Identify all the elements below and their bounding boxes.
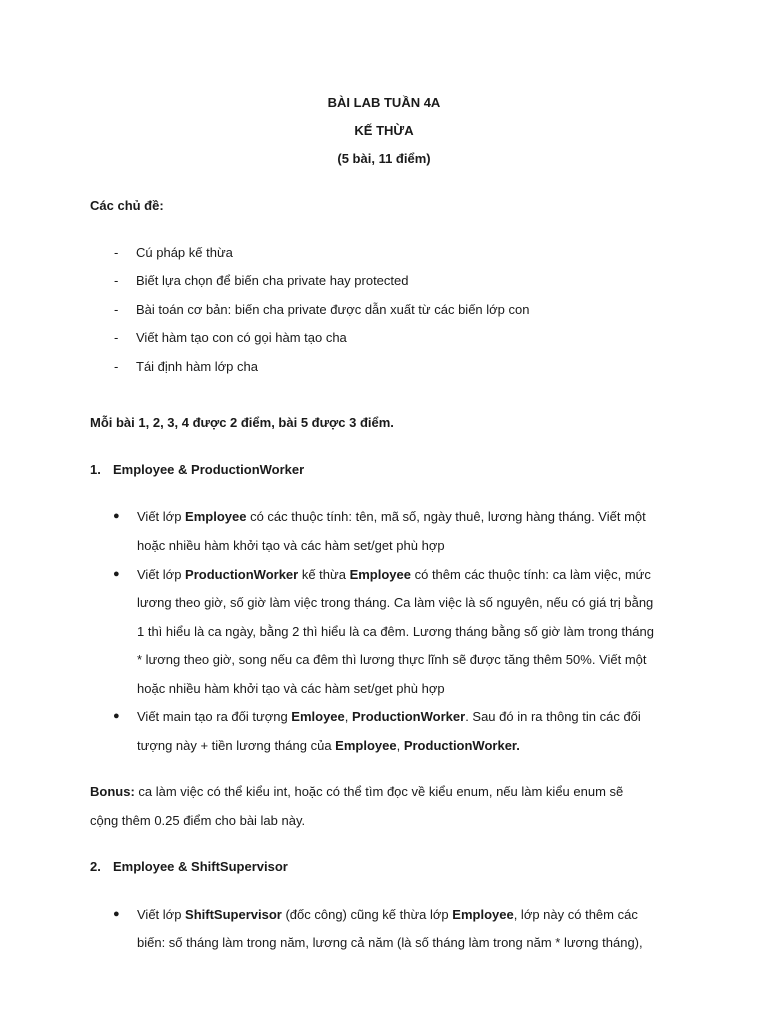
scoring-note: Mỗi bài 1, 2, 3, 4 được 2 điểm, bài 5 được 3 điểm. bbox=[90, 415, 394, 430]
bullet-icon: ● bbox=[113, 710, 120, 722]
section2-number: 2. bbox=[90, 859, 101, 874]
topic-text: Viết hàm tạo con có gọi hàm tạo cha bbox=[136, 330, 347, 345]
bullet-icon: ● bbox=[113, 568, 120, 580]
section1-bullet-2-cont: 1 thì hiểu là ca ngày, bằng 2 thì hiểu là ca đêm. Lương tháng bằng số giờ làm trong tháng bbox=[137, 624, 654, 639]
section1-bullet-2-cont: hoặc nhiều hàm khởi tạo và các hàm set/get phù hợp bbox=[137, 681, 445, 696]
bonus-paragraph-cont: cộng thêm 0.25 điểm cho bài lab này. bbox=[90, 813, 306, 828]
document-score: (5 bài, 11 điểm) bbox=[337, 151, 431, 166]
section2-bullet-1-cont: biến: số tháng làm trong năm, lương cả năm (là số tháng làm trong năm * lương tháng), bbox=[137, 935, 643, 950]
document-subtitle: KẾ THỪA bbox=[354, 123, 414, 138]
topic-text: Biết lựa chọn để biến cha private hay protected bbox=[136, 273, 409, 288]
bonus-label: Bonus: bbox=[90, 784, 135, 799]
document-title: BÀI LAB TUẦN 4A bbox=[327, 95, 441, 110]
section1-heading bbox=[90, 462, 305, 477]
section2-heading bbox=[90, 859, 288, 874]
dash-marker: - bbox=[114, 359, 119, 374]
section1-title: Employee & ProductionWorker bbox=[113, 462, 305, 477]
dash-marker: - bbox=[114, 330, 119, 345]
bonus-paragraph: Bonus: ca làm việc có thể kiểu int, hoặc có thể tìm đọc về kiểu enum, nếu làm kiểu enum sẽ bbox=[90, 784, 624, 799]
section1-number: 1. bbox=[90, 462, 101, 477]
section1-bullet-2-cont: * lương theo giờ, song nếu ca đêm thì lương thực lĩnh sẽ được tăng thêm 50%. Viết một bbox=[137, 652, 647, 667]
document-page: BÀI LAB TUẦN 4A KẾ THỪA (5 bài, 11 điểm) Các chủ đề: - Cú pháp kế thừa - Biết lựa chọn để biến cha private hay protected - Bài toán cơ bản: biến cha private được dẫn xuất từ các biến lớp con - Viết hàm tạo con có gọi hàm tạo cha - Tái định hàm lớp cha Mỗi bài 1, 2, 3, 4 được 2 điểm, bài 5 được 3 điểm. 1. Employee & ProductionWorker ● Viết lớp Employee có các thuộc tính: tên, mã số, ngày thuê, lương hàng tháng. Viết một hoặc nhiều hàm khởi tạo và các hàm set/get phù hợp ● Viết lớp ProductionWorker kế thừa Employee có thêm các thuộc tính: ca làm việc, mức lương theo giờ, số giờ làm việc trong tháng. Ca làm việc là số nguyên, nếu có giá trị bằng 1 thì hiểu là ca ngày, bằng 2 thì hiểu là ca đêm. Lương tháng bằng số giờ làm trong tháng * lương theo giờ, song nếu ca đêm thì lương thực lĩnh sẽ được tăng thêm 50%. Viết một hoặc nhiều hàm khởi tạo và các hàm set/get phù hợp ● Viết main tạo ra đối tượng Emloyee, ProductionWorker. Sau đó in ra thông tin các đối tượng này + tiền lương tháng của Employee, ProductionWorker. Bonus: ca làm việc có thể kiểu int, hoặc có thể tìm đọc về kiểu enum, nếu làm kiểu enum sẽ cộng thêm 0.25 điểm cho bài lab này. 2. Employee & ShiftSupervisor ● Viết lớp ShiftSupervisor (đốc công) cũng kế thừa lớp Employee, lớp này có thêm các biến: số tháng làm trong năm, lương cả năm (là số tháng làm trong năm * lương tháng), bbox=[0, 0, 768, 1024]
dash-marker: - bbox=[114, 245, 119, 260]
section1-bullet-2-cont: lương theo giờ, số giờ làm việc trong tháng. Ca làm việc là số nguyên, nếu có giá trị bằng bbox=[137, 595, 654, 610]
dash-marker: - bbox=[114, 273, 119, 288]
bullet-icon: ● bbox=[113, 908, 120, 920]
section1-bullet-1-cont: hoặc nhiều hàm khởi tạo và các hàm set/get phù hợp bbox=[137, 538, 445, 553]
dash-marker: - bbox=[114, 302, 119, 317]
section2-title: Employee & ShiftSupervisor bbox=[113, 859, 288, 874]
topic-text: Cú pháp kế thừa bbox=[136, 245, 233, 260]
section1-bullet-3-cont: tượng này + tiền lương tháng của Employee, ProductionWorker. bbox=[137, 738, 520, 753]
topic-text: Tái định hàm lớp cha bbox=[136, 359, 258, 374]
topic-text: Bài toán cơ bản: biến cha private được dẫn xuất từ các biến lớp con bbox=[136, 302, 530, 317]
topics-heading: Các chủ đề: bbox=[90, 198, 164, 213]
bullet-icon: ● bbox=[113, 510, 120, 522]
